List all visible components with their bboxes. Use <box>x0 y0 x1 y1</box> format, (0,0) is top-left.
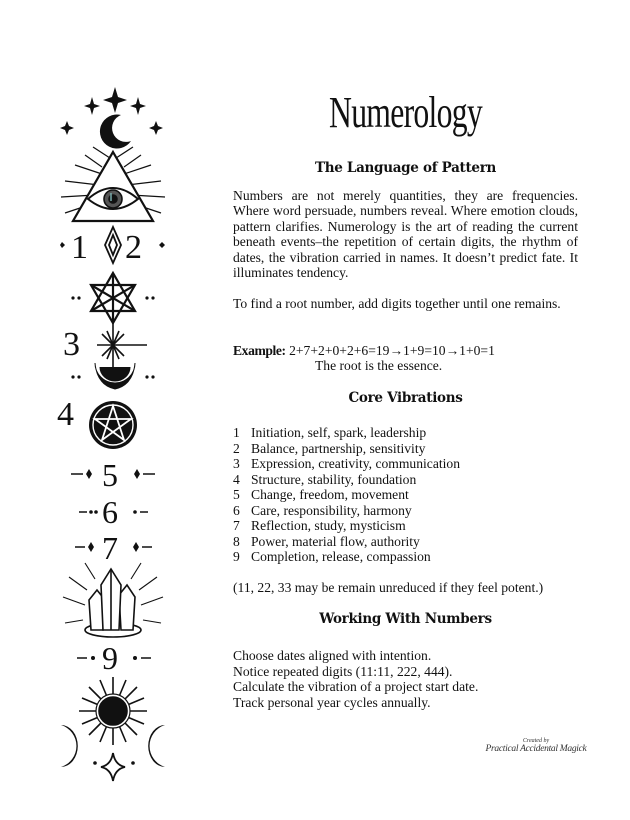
item-number: 1 <box>233 425 240 440</box>
crescent-bowl-moon-icon <box>95 363 135 389</box>
core-vibrations-heading: Core Vibrations <box>348 390 463 406</box>
item-meaning: Reflection, study, mysticism <box>251 518 406 533</box>
item-meaning: Expression, creativity, communication <box>251 456 461 471</box>
list-item: Choose dates aligned with intention. <box>233 648 432 663</box>
item-number: 6 <box>233 502 240 518</box>
creator-credit <box>484 738 588 754</box>
numeral-6: 6 <box>102 494 118 530</box>
list-item <box>233 487 578 503</box>
numbers-one-two-row <box>60 227 165 266</box>
item-meaning: Completion, release, compassion <box>251 549 431 564</box>
item-meaning: Care, responsibility, harmony <box>251 502 412 518</box>
example-block <box>233 343 578 374</box>
numeral-7: 7 <box>102 530 118 566</box>
numeral-3: 3 <box>63 326 80 363</box>
working-with-numbers-list <box>233 648 578 710</box>
example-label: Example: <box>233 343 286 358</box>
diamond-icon <box>105 227 121 263</box>
intro-paragraph: Numbers are not merely quantities, they are frequencies. Where word persuade, numbers reveal. Where emotion clouds, pattern clarifies. Numerology is the art of reading the current beneath events–the repetition of certain digits, the rhythm of dates, the vibration carried in names. It doesn’t predict fate. It illuminates tendency. <box>233 188 578 281</box>
list-item: Notice repeated digits (11:11, 222, 444). <box>233 663 453 679</box>
example-caption: The root is the essence. <box>315 358 443 374</box>
all-seeing-eye-triangle-icon <box>61 147 165 221</box>
master-numbers-note: (11, 22, 33 may be remain unreduced if they feel potent.) <box>233 580 544 595</box>
list-item <box>233 518 578 534</box>
item-number: 9 <box>233 549 240 564</box>
page-title: Numerology <box>329 88 482 137</box>
crescent-moon-icon <box>100 114 131 148</box>
item-number: 8 <box>233 533 240 549</box>
numeral-6-row <box>79 494 148 530</box>
item-number: 5 <box>233 487 240 502</box>
numeral-9: 9 <box>102 640 118 676</box>
numeral-1: 1 <box>71 229 88 266</box>
numeral-4: 4 <box>57 396 74 433</box>
list-item: Track personal year cycles annually. <box>233 694 431 710</box>
list-item <box>233 472 578 488</box>
item-meaning: Change, freedom, movement <box>251 487 409 502</box>
item-number: 2 <box>233 440 240 456</box>
list-item: Calculate the vibration of a project start date. <box>233 679 479 695</box>
item-number: 7 <box>233 518 240 533</box>
four-point-star-icon <box>101 753 125 781</box>
subtitle-heading: The Language of Pattern <box>314 160 497 176</box>
item-number: 4 <box>233 471 240 487</box>
list-item <box>233 456 578 472</box>
item-meaning: Power, material flow, authority <box>251 533 420 549</box>
item-number: 3 <box>233 456 240 471</box>
decorative-column <box>55 85 175 785</box>
core-vibrations-list <box>233 425 578 565</box>
credit-brand: Practical Accidental Magick <box>485 744 587 754</box>
list-item <box>233 549 578 565</box>
numeral-5-row <box>71 457 155 493</box>
example-calculation: 2+7+2+0+2+6=19→1+9=10→1+0=1 <box>289 343 495 358</box>
item-meaning: Initiation, self, spark, leadership <box>251 425 427 440</box>
numeral-9-row <box>77 640 151 676</box>
list-item <box>233 425 578 441</box>
pentacle-icon <box>89 401 137 449</box>
item-meaning: Structure, stability, foundation <box>251 471 417 487</box>
working-with-numbers-heading: Working With Numbers <box>319 611 492 627</box>
hexagram-star-icon <box>91 273 135 323</box>
item-meaning: Balance, partnership, sensitivity <box>251 440 426 456</box>
decorative-symbols-icon <box>55 85 175 785</box>
crystal-cluster-icon <box>63 563 163 637</box>
list-item <box>233 534 578 550</box>
list-item <box>233 503 578 519</box>
root-number-paragraph: To find a root number, add digits together until one remains. <box>233 296 561 311</box>
starburst-icon <box>97 323 147 367</box>
list-item <box>233 441 578 457</box>
credit-label: Created by <box>522 738 550 744</box>
numeral-2: 2 <box>125 229 142 266</box>
numeral-5: 5 <box>102 457 118 493</box>
sun-icon <box>79 677 147 745</box>
numeral-7-row <box>75 530 152 566</box>
